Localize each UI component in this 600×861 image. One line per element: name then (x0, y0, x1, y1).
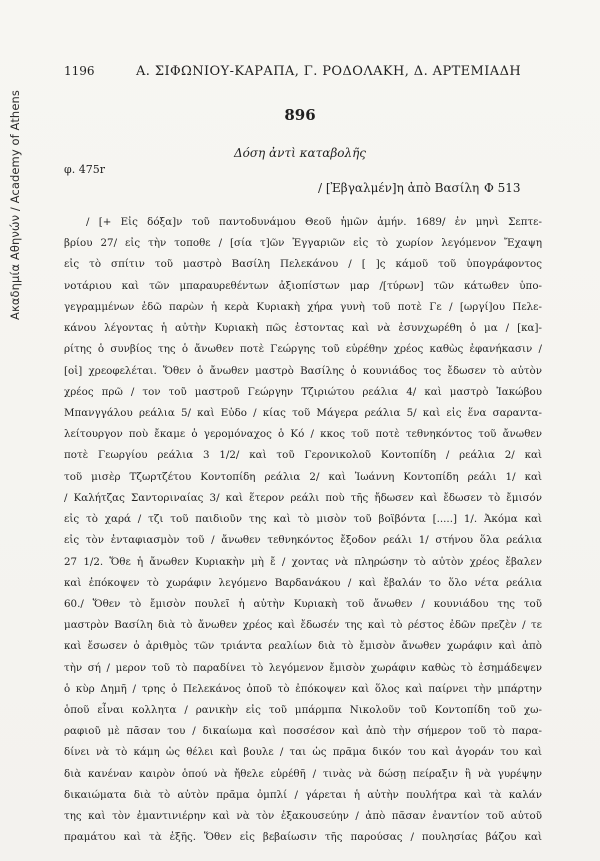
body-line: μαστρὸν Βασίλη διὰ τὸ ἄνωθεν χρέος καὶ ἔδωσέν της καὶ τὸ ρέστος ἐδῶν πρεζὲν / τε (64, 619, 542, 632)
body-line: εἰς τὸ χαρά / τζι τοῦ παιδιοῦν της καὶ τὸ μισὸν τοῦ βοϊβόντα [.....] 1/. Ἀκόμα καὶ (64, 513, 542, 526)
page-number: 1196 (64, 64, 95, 78)
body-line: ρίτης ὁ συνβίος της ὁ ἄνωθεν ποτὲ Γεώργης τοῦ εὑρέθην χρέος καθὼς ἐφανήκασιν / (64, 343, 542, 356)
archive-code: Φ 513 (484, 181, 521, 195)
body-line: τὴν σή / μερον τοῦ τὸ παραδίνει τὸ λεγόμενον ἔμισὸν χωράφιν καθὼς τὸ ἐσημάδεψεν (64, 661, 542, 674)
folio-reference: φ. 475r (64, 163, 105, 176)
body-line: ὁ κὺρ Δημῆ / τρης ὁ Πελεκάνος ὁποῦ τὸ ἐπόκοψεν καὶ ὅλος καὶ παίρνει τὴν μπάρτην (64, 682, 542, 695)
body-line: / [+ Εἰς δόξα]ν τοῦ παντοδυνάμου Θεοῦ ἡμῶν ἀμήν. 1689/ ἐν μηνὶ Σεπτε- (86, 216, 542, 228)
body-line: τοῦ μισὲρ Τζωρτζέτου Κοντοπίδη ρεάλια 2/ καὶ Ἰωάννη Κοντοπίδη ρεάλι 1/ καὶ (64, 470, 542, 483)
body-line: ραφιοῦ μὲ πᾶσαν του / δικαίωμα καὶ ποσσέσον καὶ ἀπὸ τὴν σήμερον τοῦ τὸ παρα- (64, 725, 542, 738)
document-body (64, 212, 542, 849)
document-title: Δόση ἀντὶ καταβολῆς (233, 146, 367, 160)
body-line: δικαιώματα διὰ τὸ αὐτὸν πρᾶμα ὀμπλί / γάρεται ἡ αὐτὴν πουλήτρα καὶ τὰ καλάν (64, 788, 542, 801)
body-line: ποτὲ Γεωργίου ρεάλια 3 1/2/ καὶ τοῦ Γερονικολοῦ Κοντοπίδη / ρεάλια 2/ καὶ (64, 449, 542, 462)
body-line: 60./ Ὅθεν τὸ ἔμισὸν πουλεῖ ἡ αὐτὴν Κυριακὴ τοῦ ἄνωθεν / κουνιάδου της τοῦ (64, 597, 542, 610)
body-line: της καὶ τὸν ἐμαντινιέρην καὶ νὰ τὸν ἐξακουσεύην / ἀπὸ πᾶσαν ἐναντίον τοῦ αὐτοῦ (64, 810, 542, 823)
body-line: / Καλήτζας Σαντοριναίας 3/ καὶ ἕτερον ρεάλι ποὺ τῆς ἤδωσεν καὶ ἔδωσεν τὸ ἔμισόν (64, 491, 542, 504)
document-number: 896 (284, 106, 316, 124)
body-line: δίνει νὰ τὸ κάμη ὡς θέλει καὶ βουλε / ται ὡς πρᾶμα δικόν του καὶ ἀγοράν του καὶ (64, 746, 542, 759)
body-line: 27 1/2. Ὅθε ἡ ἄνωθεν Κυριακὴν μὴ ἔ / χοντας νὰ πληρώσην τὸ αὐτὸν χρέος ἔβαλεν (64, 555, 542, 568)
body-line: εἰς τὸ σπίτιν τοῦ μαστρὸ Βασίλη Πελεκάνου / [ ]ς κάμοῦ τοῦ ὑπογράφοντος (64, 258, 542, 271)
body-line: [οἱ] χρεοφελέται. Ὅθεν ὁ ἄνωθεν μαστρὸ Βασίλης ὁ κουνιάδος τος ἔδωσεν τὸ αὐτὸν (64, 364, 542, 377)
body-line: νοτάριου καὶ τῶν μπαραυρεθέντων ἀξιοπίστων μαρ /[τύρων] τῶν κάτωθεν ὑπο- (64, 279, 542, 292)
body-line: κάνου λέγοντας ἡ αὐτὴν Κυριακὴ πῶς ἐστοντας καὶ νὰ ἐσυνχωρέθη ὁ μα / [κα]- (64, 322, 542, 335)
body-line: πραμάτου καὶ τὰ ἐξῆς. Ὅθεν εἰς βεβαίωσιν τῆς παρούσας / πουλησίας βάζου καὶ (64, 831, 542, 844)
body-line: λείτουργον ποὺ ἔκαμε ὁ γερομόναχος ὁ Κό / κκος τοῦ ποτὲ τεθνηκόντος τοῦ ἄνωθεν (64, 428, 542, 441)
body-line: γεγραμμένων ἐδῶ παρὼν ἡ κερὰ Κυριακὴ χήρα γυνὴ τοῦ ποτὲ Γε / [ωργί]ου Πελε- (64, 300, 542, 313)
body-line: εἰς τὸν ἐνταφιασμὸν τοῦ / ἄνωθεν τεθνηκόντος ἔξοδον ρεάλι 1/ στήνου ὅλα ρεάλια (64, 534, 542, 547)
running-head: Α. ΣΙΦΩΝΙΟΥ-ΚΑΡΑΠΑ, Γ. ΡΟΔΟΛΑΚΗ, Δ. ΑΡΤΕΜΙΑΔΗ (136, 64, 522, 79)
body-line: καὶ ἐπόκοψεν τὸ χωράφιν λεγόμενο Βαρδανάκου / καὶ ἔβαλάν το ὅλο νέτα ρεάλια (64, 576, 542, 589)
academy-watermark: Ακαδημία Αθηνών / Academy of Athens (8, 90, 22, 320)
body-line: καὶ ἔσωσεν ὁ ἀριθμὸς τῶν τριάντα ρεαλίων διὰ τὸ ἔμισὸν ἄνωθεν χωράφιν καὶ ἀπὸ (64, 640, 542, 653)
document-addressee: / [Ἐβγαλμέν]η ἀπὸ Βασίλη (318, 181, 480, 195)
body-line: διὰ κανέναν καιρὸν ὁπού νὰ ἤθελε εὑρέθῆ / τινὰς νὰ δώσῃ πείραξιν ἢ νὰ γυρέψην (64, 767, 542, 780)
body-line: ὁποῦ εἶναι κολλητα / ρανικὴν εἰς τοῦ μπάρμπα Νικολοῦν τοῦ Κοντοπίδη τοῦ χω- (64, 704, 542, 717)
body-line: Μπανγγάλου ρεάλια 5/ καὶ Εὐδο / κίας τοῦ Μάγερα ρεάλια 5/ καὶ εἰς ἕνα σαραντα- (64, 406, 542, 419)
body-line: βρίου 27/ εἰς τὴν τοποθε / [σία τ]ῶν Ἐγγαριῶν εἰς τὸ χωρίον λεγόμενον Ἔχαψη (64, 237, 542, 250)
body-line: χρέος πρῶ / τον τοῦ μαστροῦ Γεώργην Τζιριώτου ρεάλια 4/ καὶ μαστρὸ Ἰακώβου (64, 385, 542, 398)
